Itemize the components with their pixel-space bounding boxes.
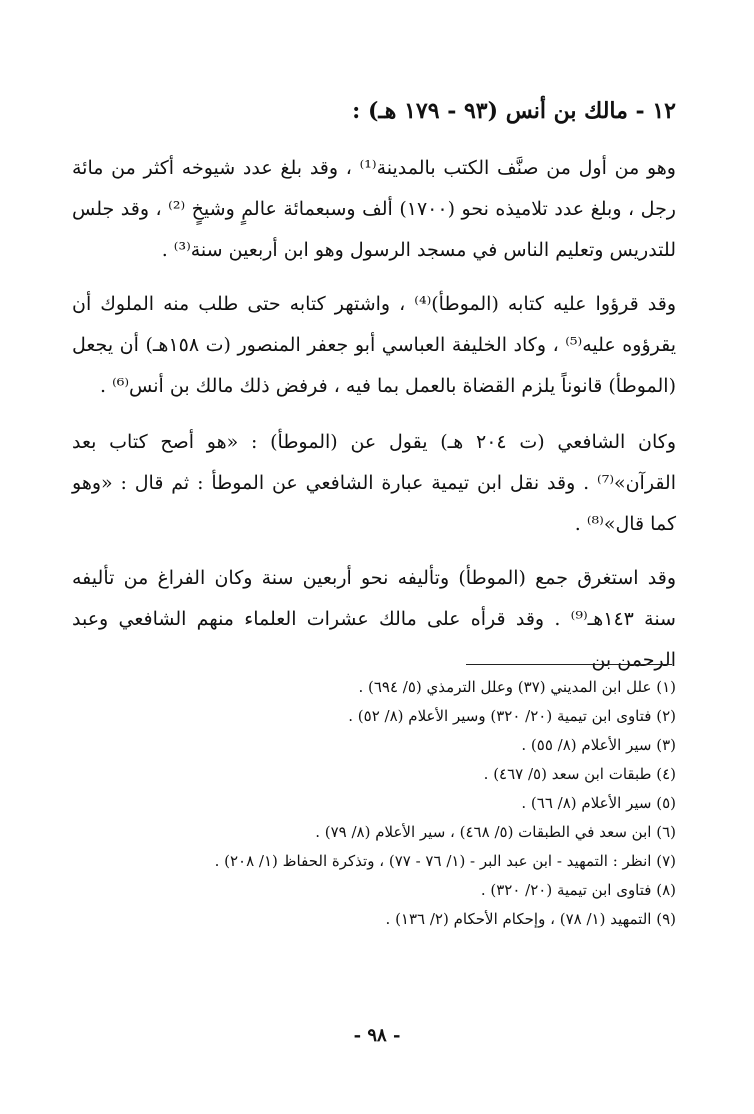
body-paragraph: وقد استغرق جمع (الموطأ) وتأليفه نحو أربعين سنة وكان الفراغ من تأليفه سنة ١٤٣هـ⁽⁹⁾ . وقد قرأه على مالك عشرات العلماء منهم الشافعي وعبد الرحمن بن <box>72 567 676 671</box>
footnote-divider <box>466 664 672 665</box>
body-paragraph: وكان الشافعي (ت ٢٠٤ هـ) يقول عن (الموطأ) : «هو أصح كتاب بعد القرآن»⁽⁷⁾ . وقد نقل ابن تيمية عبارة الشافعي عن الموطأ : ثم قال : «وهو كما قال»⁽⁸⁾ . <box>72 431 676 535</box>
body-paragraph: وقد قرؤوا عليه كتابه (الموطأ)⁽⁴⁾ ، واشتهر كتابه حتى طلب منه الملوك أن يقرؤوه عليه⁽⁵⁾ ، وكاد الخليفة العباسي أبو جعفر المنصور (ت ١٥٨هـ) أن يجعل (الموطأ) قانوناً يلزم القضاة بالعمل بما فيه ، فرفض ذلك مالك بن أنس⁽⁶⁾ . <box>72 293 676 397</box>
footnote-item: (٨) فتاوى ابن تيمية (٢٠/ ٣٢٠) . <box>480 881 676 899</box>
footnote-item: (٤) طبقات ابن سعد (٥/ ٤٦٧) . <box>483 765 676 783</box>
footnote-item: (١) علل ابن المديني (٣٧) وعلل الترمذي (٥/ ٦٩٤) . <box>358 678 676 696</box>
footnote-item: (٧) انظر : التمهيد - ابن عبد البر - (١/ ٧٦ - ٧٧) ، وتذكرة الحفاظ (١/ ٢٠٨) . <box>214 852 676 870</box>
footnote-item: (٥) سير الأعلام (٨/ ٦٦) . <box>521 794 676 812</box>
footnotes-list <box>90 673 676 934</box>
body-paragraph: وهو من أول من صنَّف الكتب بالمدينة⁽¹⁾ ، وقد بلغ عدد شيوخه أكثر من مائة رجل ، وبلغ عدد تلاميذه نحو (١٧٠٠) ألف وسبعمائة عالمٍ وشيخٍ ⁽²⁾ ، وقد جلس للتدريس وتعليم الناس في مسجد الرسول وهو ابن أربعين سنة⁽³⁾ . <box>72 157 676 261</box>
footnote-item: (٩) التمهيد (١/ ٧٨) ، وإحكام الأحكام (٢/ ١٣٦) . <box>385 910 676 928</box>
footnote-item: (٦) ابن سعد في الطبقات (٥/ ٤٦٨) ، سير الأعلام (٨/ ٧٩) . <box>315 823 676 841</box>
page-number: - ٩٨ - <box>353 1025 401 1046</box>
section-heading: ١٢ - مالك بن أنس (٩٣ - ١٧٩ هـ) : <box>352 98 676 124</box>
footnote-item: (٣) سير الأعلام (٨/ ٥٥) . <box>521 736 676 754</box>
footnote-item: (٢) فتاوى ابن تيمية (٢٠/ ٣٢٠) وسير الأعلام (٨/ ٥٢) . <box>348 707 676 725</box>
